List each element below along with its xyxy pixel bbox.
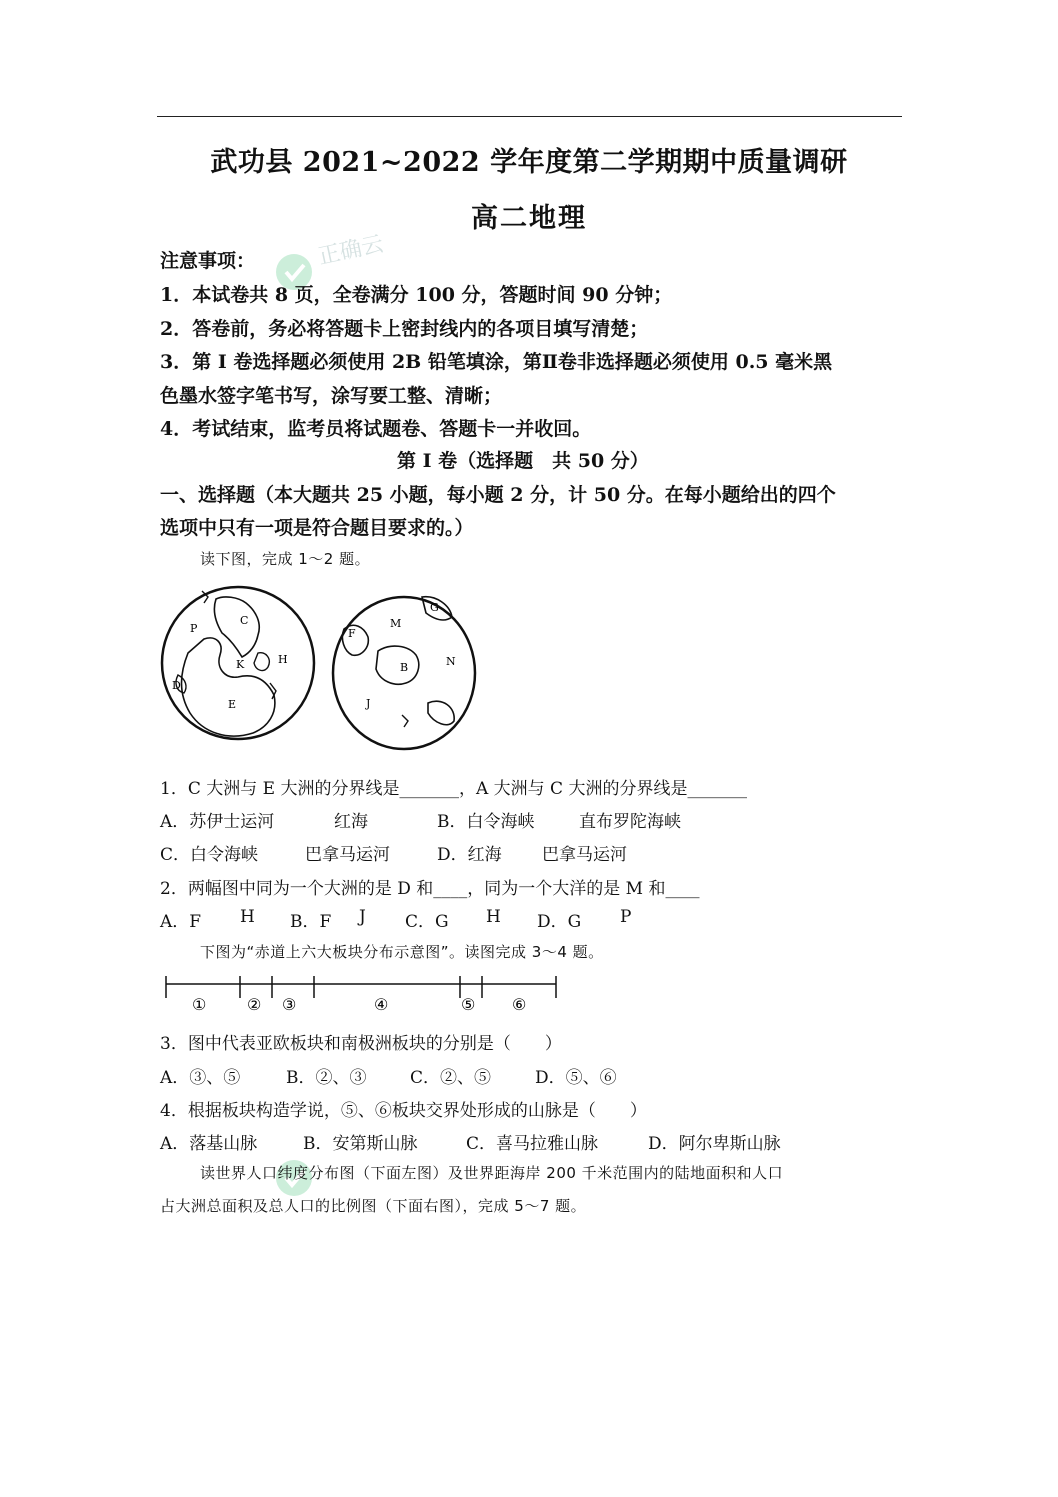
q1-option-a: A．苏伊士运河 — [160, 812, 275, 832]
map-label-b: B — [400, 661, 409, 674]
q2-option-b: B．F — [290, 912, 332, 932]
map-label-g: G — [430, 601, 439, 614]
notes-heading: 注意事项： — [160, 250, 256, 272]
intro-q5-7-line1: 读世界人口纬度分布图（下面左图）及世界距海岸 200 千米范围内的陆地面积和人口 — [200, 1164, 784, 1182]
q2-option-d-2: P — [620, 907, 632, 927]
q4-option-c: C．喜马拉雅山脉 — [466, 1134, 599, 1154]
q3-stem: 3．图中代表亚欧板块和南极洲板块的分别是（ ） — [160, 1034, 562, 1054]
q4-stem: 4．根据板块构造学说，⑤、⑥板块交界处形成的山脉是（ ） — [160, 1101, 647, 1121]
plate-3: ③ — [282, 995, 297, 1014]
section-instruction-1: 一、选择题（本大题共 25 小题，每小题 2 分，计 50 分。在每小题给出的四个 — [160, 484, 836, 506]
q1-option-d: D．红海 — [437, 845, 502, 865]
intro-q5-7-line2: 占大洲总面积及总人口的比例图（下面右图），完成 5～7 题。 — [160, 1197, 587, 1215]
map-label-c: C — [240, 614, 249, 627]
q1-option-c: C．白令海峡 — [160, 845, 259, 865]
exam-subject: 高二地理 — [471, 203, 587, 234]
q4-option-a: A．落基山脉 — [160, 1134, 258, 1154]
intro-q1-2: 读下图，完成 1～2 题。 — [200, 550, 371, 568]
notes-item-4: 4．考试结束，监考员将试题卷、答题卡一并收回。 — [160, 418, 592, 440]
plate-6: ⑥ — [512, 995, 527, 1014]
notes-item-3-cont: 色墨水签字笔书写，涂写要工整、清晰； — [160, 385, 503, 407]
hemisphere-maps — [158, 583, 488, 762]
map-label-k: K — [236, 658, 245, 671]
map-label-f: F — [348, 627, 356, 640]
svg-text:正确云: 正确云 — [316, 234, 386, 270]
q3-option-d: D．⑤、⑥ — [535, 1068, 617, 1088]
plates-diagram — [162, 972, 562, 1021]
top-rule — [157, 116, 902, 117]
q2-option-a: A．F — [160, 912, 202, 932]
q2-option-a-2: H — [240, 907, 255, 927]
intro-q3-4: 下图为“赤道上六大板块分布示意图”。读图完成 3～4 题。 — [200, 943, 604, 961]
left-hemisphere-map — [162, 587, 314, 739]
plate-1: ① — [192, 995, 207, 1014]
q1-option-a-2: 红海 — [334, 812, 368, 832]
map-label-e: E — [228, 698, 237, 711]
map-label-m: M — [390, 617, 402, 630]
q2-option-c: C．G — [405, 912, 449, 932]
plate-2: ② — [247, 995, 262, 1014]
q1-option-b: B．白令海峡 — [437, 812, 535, 832]
q3-option-c: C．②、⑤ — [410, 1068, 492, 1088]
q3-option-a: A．③、⑤ — [160, 1068, 241, 1088]
map-label-n: N — [446, 655, 456, 668]
right-hemisphere-map — [333, 597, 475, 749]
q2-option-b-2: J — [359, 907, 366, 927]
q1-option-d-2: 巴拿马运河 — [542, 845, 627, 865]
q1-stem: 1．C 大洲与 E 大洲的分界线是_______，A 大洲与 C 大洲的分界线是_______ — [160, 779, 747, 799]
q2-option-d: D．G — [537, 912, 582, 932]
q4-option-d: D．阿尔卑斯山脉 — [648, 1134, 781, 1154]
q4-option-b: B．安第斯山脉 — [303, 1134, 418, 1154]
plate-5: ⑤ — [461, 995, 476, 1014]
section-instruction-2: 选项中只有一项是符合题目要求的。） — [160, 517, 474, 539]
q3-option-b: B．②、③ — [286, 1068, 367, 1088]
map-label-p: P — [190, 622, 198, 635]
notes-item-1: 1．本试卷共 8 页，全卷满分 100 分，答题时间 90 分钟； — [160, 284, 673, 306]
notes-item-2: 2．答卷前，务必将答题卡上密封线内的各项目填写清楚； — [160, 318, 649, 340]
notes-item-3: 3．第 I 卷选择题必须使用 2B 铅笔填涂，第Ⅱ卷非选择题必须使用 0.5 毫米黑 — [160, 351, 833, 373]
section-title: 第 I 卷（选择题 共 50 分） — [397, 450, 649, 472]
q1-option-b-2: 直布罗陀海峡 — [579, 812, 681, 832]
q2-stem: 2．两幅图中同为一个大洲的是 D 和____，同为一个大洋的是 M 和____ — [160, 879, 700, 899]
q1-option-c-2: 巴拿马运河 — [305, 845, 390, 865]
map-label-h: H — [278, 653, 288, 666]
q2-option-c-2: H — [486, 907, 501, 927]
map-label-d: D — [172, 679, 181, 692]
map-label-j: J — [366, 697, 371, 710]
plate-4: ④ — [374, 995, 389, 1014]
exam-title: 武功县 2021~2022 学年度第二学期期中质量调研 — [210, 147, 848, 178]
